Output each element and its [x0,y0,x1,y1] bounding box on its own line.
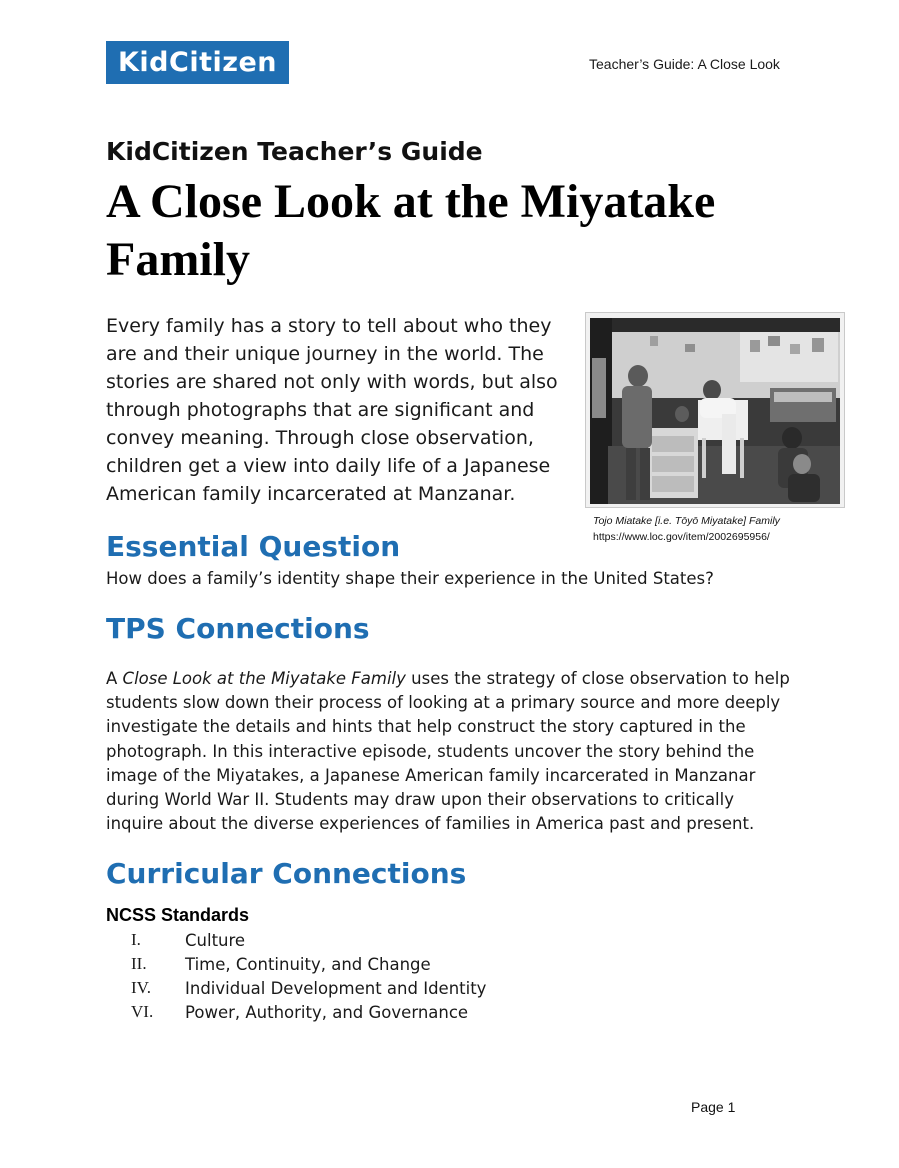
running-header: Teacher’s Guide: A Close Look [589,56,780,72]
tps-connections-heading: TPS Connections [106,612,370,645]
tps-para-lead: A [106,669,123,688]
tps-para-body: uses the strategy of close observation to help students slow down their process of looking at a primary source and more deeply investigate the details and hints that help construct the story captured in the photograph. In this interactive episode, students uncover the story behind the image of the Miyatakes, a Japanese American family incarcerated in Manzanar during World War II. Students may draw upon their observations to critically inquire about the diverse experiences of families in America past and present. [106,669,790,834]
list-item [106,952,606,976]
tps-connections-paragraph [106,667,796,836]
caption-title: Tojo Miatake [i.e. Tōyō Miyatake] Family [593,515,780,527]
list-label: Time, Continuity, and Change [185,954,431,974]
list-item [106,976,606,1000]
ncss-standards-list [106,928,606,1024]
caption-url-link[interactable]: https://www.loc.gov/item/2002695956/ [593,531,770,543]
list-numeral: II. [131,954,147,973]
curricular-connections-heading: Curricular Connections [106,857,467,890]
essential-question-text: How does a family’s identity shape their experience in the United States? [106,569,714,588]
list-label: Power, Authority, and Governance [185,1002,469,1022]
page-number: Page 1 [691,1099,736,1115]
page-title: A Close Look at the Miyatake Family [106,175,716,286]
ncss-standards-heading: NCSS Standards [106,905,250,925]
tps-para-episode-title: Close Look at the Miyatake Family [122,669,406,688]
list-item [106,928,606,952]
list-label: Culture [185,930,246,950]
intro-paragraph: Every family has a story to tell about who they are and their unique journey in the world. The stories are shared not only with words, but also through photographs that are significant and convey meaning. Through close observation, children get a view into daily life of a Japanese American family incarcerated at Manzanar. [106,315,558,505]
list-item [106,1000,606,1024]
family-photograph [585,312,845,508]
kidcitizen-logo: KidCitizen [106,41,289,84]
list-numeral: I. [131,930,141,949]
list-numeral: VI. [131,1002,154,1021]
list-label: Individual Development and Identity [185,978,487,998]
guide-kicker: KidCitizen Teacher’s Guide [106,137,483,166]
photo-caption [593,513,780,545]
essential-question-heading: Essential Question [106,530,401,563]
photograph-image [590,318,840,504]
list-numeral: IV. [131,978,151,997]
